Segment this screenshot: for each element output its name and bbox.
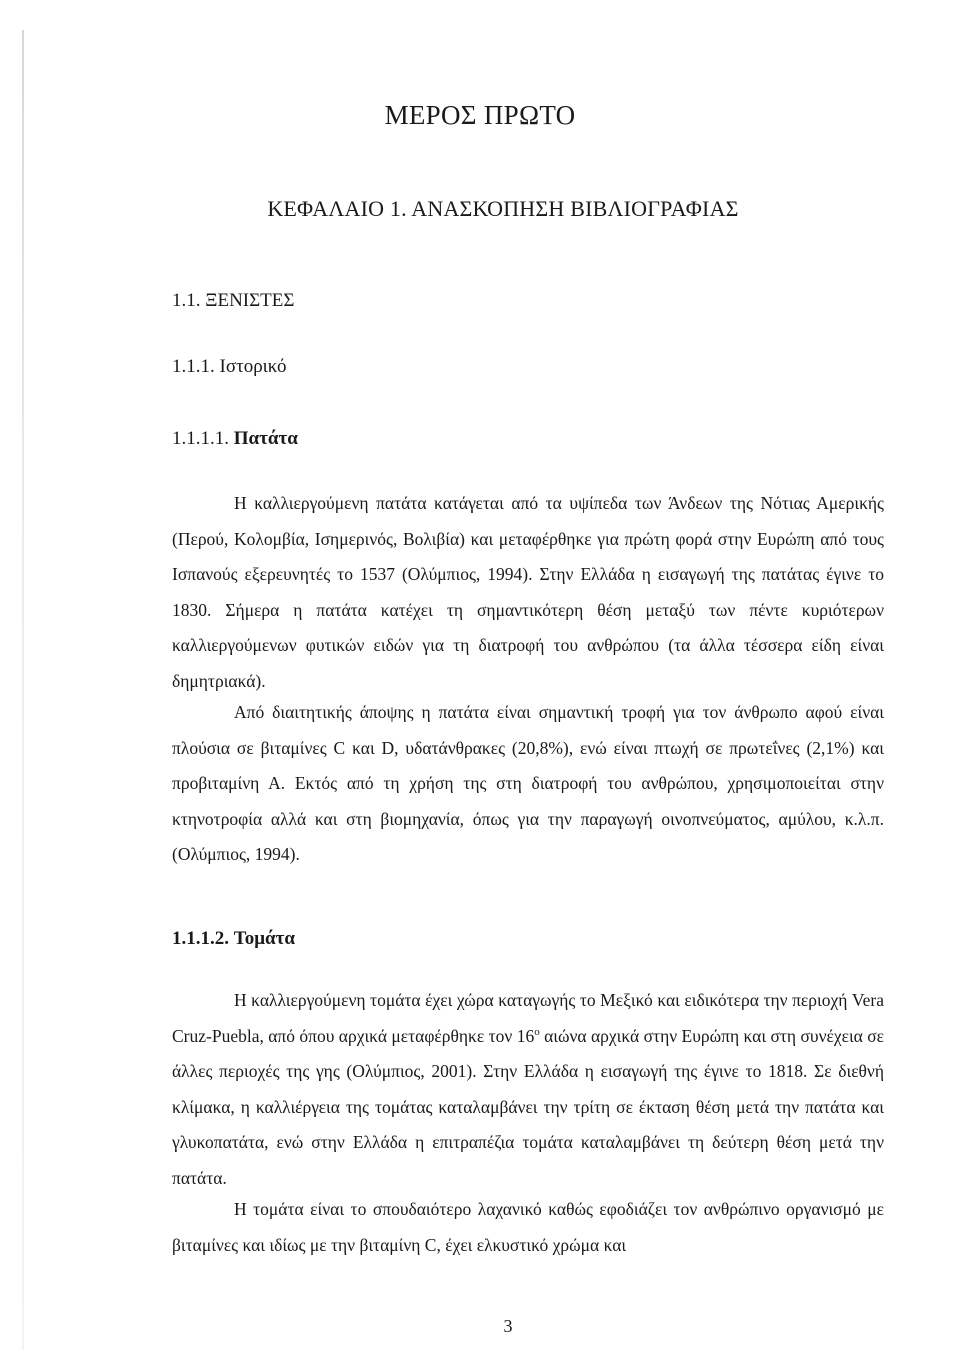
subsection-title: Ιστορικό xyxy=(219,356,287,377)
potato-paragraph-2: Από διαιτητικής άποψης η πατάτα είναι σημαντική τροφή για τον άνθρωπο αφού είναι πλούσια σε βιταμίνες C και D, υδατάνθρακες (20,8%), ενώ είναι πτωχή σε πρωτεΐνες (2,1%) και προβιταμίνη Α. Εκτός από τη χρήση της στη διατροφή του ανθρώπου, χρησιμοποιείται στην κτηνοτροφία αλλά και στη βιομηχανία, όπως για την παραγωγή οινοπνεύματος, αμύλου, κ.λ.π. (Ολύμπιος, 1994). xyxy=(172,702,884,864)
potato-heading xyxy=(172,428,298,450)
section-number: 1.1. xyxy=(172,290,201,311)
section-heading xyxy=(172,290,294,312)
page-number: 3 xyxy=(503,1316,513,1336)
chapter-title: ΚΕΦΑΛΑΙΟ 1. ΑΝΑΣΚΟΠΗΣΗ ΒΙΒΛΙΟΓΡΑΦΙΑΣ xyxy=(267,196,739,221)
potato-number: 1.1.1.1. xyxy=(172,428,229,449)
tomato-paragraph-1 xyxy=(172,983,884,1196)
ordinal-superscript: ο xyxy=(534,1025,540,1038)
potato-title: Πατάτα xyxy=(233,428,298,449)
tomato-title: Τομάτα xyxy=(233,928,295,949)
part-title: ΜΕΡΟΣ ΠΡΩΤΟ xyxy=(384,100,576,130)
tomato-paragraph-1-end: αιώνα αρχικά στην Ευρώπη και στη συνέχεια σε άλλες περιοχές της γης (Ολύμπιος, 2001). Στην Ελλάδα η εισαγωγή της έγινε το 1818. Σε διεθνή κλίμακα, η καλλιέργεια της τομάτας καταλαμβάνει την τρίτη σε έκταση θέση μετά την πατάτα και γλυκοπατάτα, ενώ στην Ελλάδα η επιτραπέζια τομάτα καταλαμβάνει τη δεύτερη θέση μετά την πατάτα. xyxy=(172,1025,885,1188)
tomato-heading xyxy=(172,928,295,950)
tomato-number: 1.1.1.2. xyxy=(172,928,229,949)
tomato-paragraph-2: Η τομάτα είναι το σπουδαιότερο λαχανικό καθώς εφοδιάζει τον ανθρώπινο οργανισμό με βιταμίνες και ιδίως με την βιταμίνη C, έχει ελκυστικό χρώμα και xyxy=(172,1199,884,1255)
subsection-number: 1.1.1. xyxy=(172,356,215,377)
section-title: ΞΕΝΙΣΤΕΣ xyxy=(205,290,295,311)
potato-paragraph-1: Η καλλιεργούμενη πατάτα κατάγεται από τα υψίπεδα των Άνδεων της Νότιας Αμερικής (Περού, Κολομβία, Ισημερινός, Βολιβία) και μεταφέρθηκε για πρώτη φορά στην Ευρώπη από τους Ισπανούς εξερευνητές το 1537 (Ολύμπιος, 1994). Στην Ελλάδα η εισαγωγή της πατάτας έγινε το 1830. Σήμερα η πατάτα κατέχει τη σημαντικότερη θέση μεταξύ των πέντε κυριότερων καλλιεργούμενων φυτικών ειδών για τη διατροφή του ανθρώπου (τα άλλα τέσσερα είδη είναι δημητριακά). xyxy=(172,493,884,691)
tomato-paragraph-1-start: Η καλλιεργούμενη τομάτα έχει χώρα καταγωγής το Μεξικό και ειδικότερα την περιοχή Vera Cruz-Puebla, από όπου αρχικά μεταφέρθηκε τον 16 xyxy=(172,990,884,1046)
subsection-heading xyxy=(172,356,286,378)
scan-edge-shadow xyxy=(22,30,24,1350)
